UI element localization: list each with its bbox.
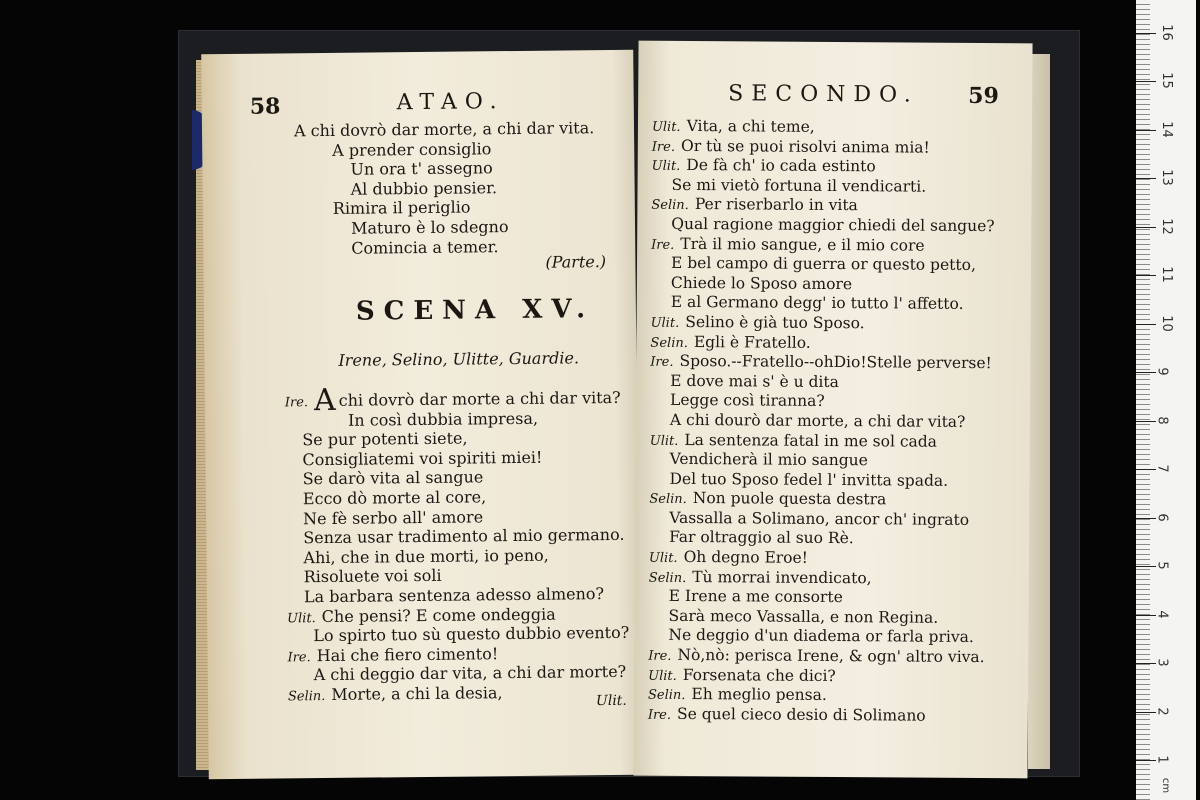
speaker: Ulit. bbox=[649, 433, 679, 449]
catchword: Ulit. bbox=[595, 692, 627, 710]
verse-line: Rimira il periglio bbox=[332, 197, 471, 219]
dialogue-line bbox=[648, 646, 991, 668]
verse-text: Oh degno Eroe! bbox=[683, 548, 809, 567]
verse-line: Comincia a temer. bbox=[351, 236, 499, 258]
dialogue-line: E al Germano degg' io tutto l' affetto. bbox=[670, 293, 964, 314]
verse-text: chi dovrò dar morte a chi dar vita? bbox=[338, 387, 621, 410]
dialogue-line: Chiede lo Sposo amore bbox=[670, 273, 853, 293]
dialogue-line: E bel campo di guerra or questo petto, bbox=[670, 254, 976, 275]
ruler-tick bbox=[1136, 81, 1156, 82]
ruler-number: 10 bbox=[1158, 314, 1174, 332]
ruler-number: 15 bbox=[1158, 72, 1174, 89]
verse-text: De fà ch' io cada estinto bbox=[686, 156, 876, 176]
ruler-tick bbox=[1136, 227, 1156, 228]
speaker: Selin. bbox=[648, 570, 687, 586]
ruler-number: 13 bbox=[1158, 169, 1174, 186]
verse-line: Consigliatemi voi spiriti miei! bbox=[302, 447, 543, 470]
ruler-number: 1 bbox=[1154, 755, 1170, 764]
left-running-head: ATAO. bbox=[396, 89, 505, 116]
ruler-number: 11 bbox=[1158, 266, 1174, 283]
verse-line: A chi dovrò dar morte, a chi dar vita. bbox=[293, 118, 595, 141]
verse-line: Maturo è lo sdegno bbox=[350, 217, 509, 238]
ruler-number: 3 bbox=[1154, 658, 1170, 667]
verse-line: Se pur potenti siete, bbox=[302, 428, 468, 450]
dialogue-line bbox=[648, 705, 991, 727]
verse-text: Trà il mio sangue, e il mio core bbox=[680, 234, 925, 255]
dialogue-line: E Irene a me consorte bbox=[668, 587, 843, 607]
verse-text: Se quel cieco desio di Solimano bbox=[676, 704, 926, 725]
verse-line: Un ora t' assegno bbox=[350, 158, 493, 179]
verse-text: Forsenata che dici? bbox=[682, 665, 836, 685]
ruler-number: 4 bbox=[1154, 609, 1170, 619]
dialogue-line bbox=[648, 665, 991, 687]
character-list: Irene, Selino, Ulitte, Guardie. bbox=[338, 348, 580, 370]
ruler-tick bbox=[1136, 566, 1156, 567]
verse-text: Non puole questa destra bbox=[692, 489, 887, 509]
dialogue-line bbox=[648, 685, 991, 707]
left-page-number: 58 bbox=[249, 93, 281, 120]
verse-text: Hai che fiero cimento! bbox=[316, 643, 499, 665]
verse-line: Ahi, che in due morti, io peno, bbox=[303, 545, 549, 567]
speaker: Selin. bbox=[649, 492, 687, 508]
speaker: Ire. bbox=[650, 354, 674, 371]
verse-text: Per riserbarlo in vita bbox=[694, 195, 858, 215]
verse-text: Vita, a chi teme, bbox=[686, 116, 815, 136]
speaker: Ire. bbox=[647, 707, 672, 723]
speaker: Ire. bbox=[284, 395, 309, 411]
dialogue-line bbox=[649, 548, 992, 570]
verse-text: Eh meglio pensa. bbox=[691, 685, 827, 705]
speaker: Ulit. bbox=[287, 610, 316, 626]
ruler-number: 9 bbox=[1154, 367, 1170, 376]
dialogue-line bbox=[649, 489, 992, 511]
dialogue-line bbox=[652, 136, 995, 158]
ruler-number: 2 bbox=[1154, 706, 1170, 716]
ruler-tick bbox=[1136, 663, 1156, 664]
dialogue-line: Vendicherà il mio sangue bbox=[669, 449, 868, 470]
speaker: Ire. bbox=[648, 648, 672, 664]
dialogue-line bbox=[649, 567, 992, 589]
ruler-tick bbox=[1136, 372, 1156, 373]
dialogue-line: Far oltraggio al suo Rè. bbox=[669, 528, 854, 548]
ruler-tick bbox=[1136, 324, 1156, 325]
dialogue-line: Lo spirto tuo sù questo dubbio evento? bbox=[313, 622, 630, 646]
dialogue-line: A chi deggio dar vita, a chi dar morte? bbox=[313, 662, 627, 685]
dialogue-line bbox=[288, 682, 630, 705]
ruler-tick bbox=[1136, 469, 1156, 470]
speaker: Selin. bbox=[647, 687, 686, 704]
measurement-ruler bbox=[1136, 0, 1196, 800]
verse-line: La barbara sentenza adesso almeno? bbox=[303, 584, 605, 607]
verse-text: La sentenza fatal in me sol cada bbox=[684, 430, 938, 451]
dialogue-line: Ne deggio d'un diadema or farla priva. bbox=[668, 626, 974, 647]
verse-text: Tù morrai invendicato, bbox=[692, 567, 872, 587]
left-verse-bottom bbox=[284, 382, 630, 705]
right-running-head: SECONDO. bbox=[728, 81, 919, 108]
speaker: Selin. bbox=[651, 198, 689, 214]
ruler-tick bbox=[1136, 615, 1156, 616]
dialogue-line bbox=[650, 332, 993, 354]
speaker: Ire. bbox=[287, 649, 311, 666]
verse-line: A prender consiglio bbox=[332, 138, 492, 160]
verse-line: Risoluete voi soli bbox=[303, 566, 442, 587]
verse-text: Sposo.--Fratello--ohDio!Stelle perverse! bbox=[679, 352, 992, 373]
dialogue-line: Del tuo Sposo fedel l' invitta spada. bbox=[669, 469, 949, 490]
left-page bbox=[201, 50, 641, 779]
right-page-number: 59 bbox=[968, 82, 999, 110]
ruler-number: 14 bbox=[1158, 120, 1174, 138]
speaker: Ulit. bbox=[650, 315, 680, 331]
ruler-number: 16 bbox=[1158, 23, 1174, 41]
right-verse bbox=[648, 117, 996, 727]
ruler-number: 12 bbox=[1158, 217, 1174, 235]
speaker: Selin. bbox=[287, 688, 326, 705]
ruler-tick bbox=[1136, 275, 1156, 276]
ruler-unit-label: cm bbox=[1160, 777, 1172, 794]
speaker: Ire. bbox=[651, 237, 675, 253]
dialogue-line: Vassalla a Solimano, ancor ch' ingrato bbox=[669, 508, 970, 529]
dialogue-line bbox=[650, 352, 993, 374]
verse-text: Or tù se puoi risolvi anima mia! bbox=[680, 136, 930, 157]
ruler-tick bbox=[1136, 712, 1156, 713]
ruler-body bbox=[1150, 0, 1196, 800]
scene-title: SCENA XV. bbox=[355, 294, 595, 327]
dialogue-line: Se mi vietò fortuna il vendicarti. bbox=[671, 175, 927, 196]
dialogue-line bbox=[652, 156, 995, 178]
ruler-number: 8 bbox=[1154, 415, 1170, 425]
verse-text: Che pensi? E come ondeggia bbox=[321, 604, 556, 626]
left-verse-top bbox=[294, 118, 596, 258]
ruler-tick bbox=[1136, 33, 1156, 34]
verse-text: Egli è Fratello. bbox=[693, 332, 811, 352]
speaker: Ulit. bbox=[651, 158, 681, 175]
dialogue-line: A chi dourò dar morte, a chi dar vita? bbox=[669, 410, 966, 431]
ruler-number: 7 bbox=[1154, 464, 1170, 473]
ruler-tick bbox=[1136, 421, 1156, 422]
dialogue-line: Qual ragione maggior chiedi del sangue? bbox=[671, 214, 995, 236]
right-page bbox=[633, 41, 1032, 779]
verse-line: Senza usar tradimento al mio germano. bbox=[303, 525, 625, 548]
ruler-number: 6 bbox=[1154, 512, 1170, 522]
dialogue-line: E dove mai s' è u dita bbox=[670, 371, 839, 391]
ruler-tick bbox=[1136, 760, 1156, 761]
dialogue-line bbox=[651, 313, 994, 335]
verse-line: Ne fè serbo all' amore bbox=[302, 506, 484, 528]
ruler-tick bbox=[1136, 178, 1156, 179]
speaker: Ulit. bbox=[651, 119, 681, 135]
ruler-tick bbox=[1136, 130, 1156, 131]
dialogue-line bbox=[651, 234, 994, 256]
dialogue-line bbox=[650, 430, 993, 452]
verse-line: Ecco dò morte al core, bbox=[302, 487, 487, 509]
speaker: Ulit. bbox=[648, 550, 678, 566]
verse-text: Morte, a chi la desia, bbox=[331, 683, 503, 704]
dialogue-line bbox=[651, 195, 994, 217]
drop-cap: A bbox=[313, 382, 336, 419]
verse-line: In così dubbia impresa, bbox=[347, 408, 539, 430]
speaker: Ire. bbox=[651, 139, 676, 155]
dialogue-line: Legge così tiranna? bbox=[669, 391, 825, 411]
verse-text: Selino è già tuo Sposo. bbox=[685, 312, 865, 333]
verse-line: Se darò vita al sangue bbox=[302, 467, 484, 489]
ruler-number: 5 bbox=[1154, 561, 1170, 570]
speaker: Selin. bbox=[650, 335, 688, 351]
speaker: Ulit. bbox=[648, 668, 677, 684]
verse-text: Nò,nò: perisca Irene, & ogn' altro viva. bbox=[677, 645, 985, 667]
verse-line: Al dubbio pensier. bbox=[350, 177, 498, 199]
stage-direction: (Parte.) bbox=[545, 252, 607, 272]
dialogue-line bbox=[652, 117, 995, 139]
ruler-tick bbox=[1136, 518, 1156, 519]
dialogue-line: Sarà meco Vassalla, e non Regina. bbox=[668, 606, 939, 627]
